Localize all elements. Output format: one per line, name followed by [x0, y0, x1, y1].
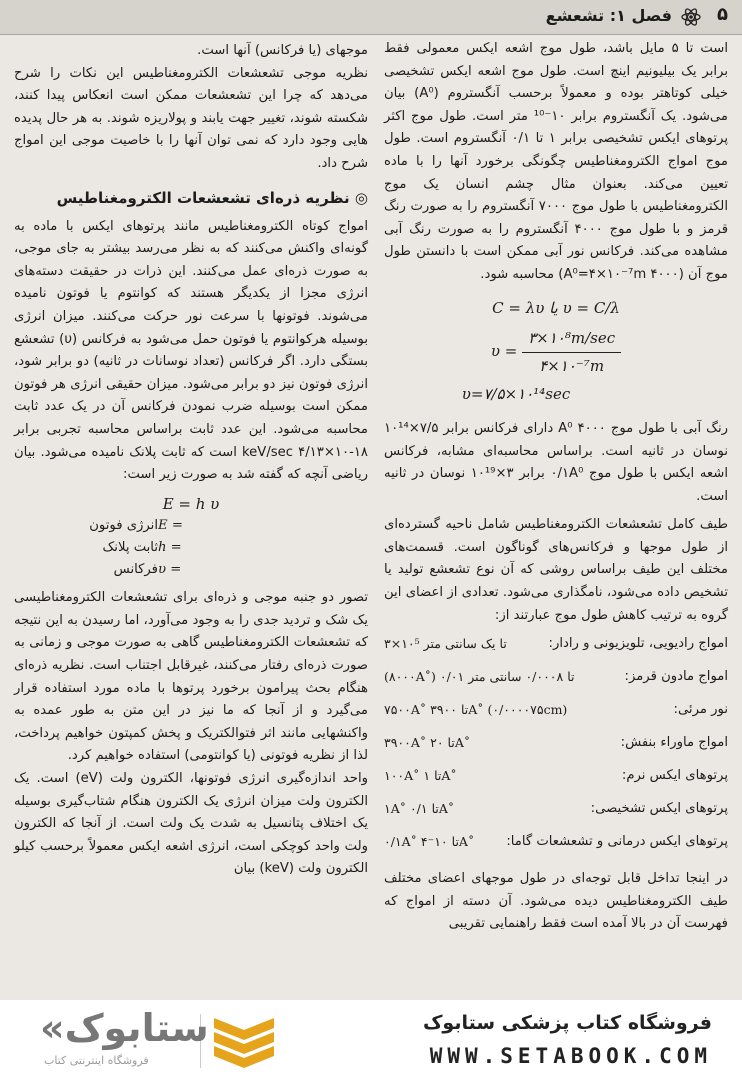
wave-theory-paragraph: نظریه موجی تشعشعات الکترومغناطیس این نکات را شرح می‌دهد که چرا این تشعشعات ممکن است انعکاس پیدا کنند، شکسته شوند، تغییر جهت یابند و پولاریزه شوند. به هر حال پدیده هایی وجود دارد که نمی توان آنها را با خاصیت موجی این امواج شرح داد. — [14, 65, 368, 171]
store-banner — [0, 1000, 742, 1080]
definition-row: E =انرژی فوتون — [89, 518, 183, 534]
equation-frequency-result: υ=۷/۵×۱۰¹⁴sec — [461, 385, 571, 404]
list-item: نور مرئی: ۷۵۰۰A˚ تا ۳۹۰۰A˚ (۰/۰۰۰۰۷۵cm) — [384, 702, 728, 718]
target-icon: ◎ — [354, 188, 368, 207]
chapter-title: فصل ۱: تشعشع — [545, 6, 672, 25]
fraction-numerator: ۳×۱۰⁸m/sec — [522, 327, 621, 353]
wave-end-paragraph: موجهای (یا فرکانس) آنها است. — [197, 43, 368, 58]
equation-planck: E = h υ — [162, 494, 220, 513]
spectrum-paragraph: طیف کامل تشعشعات الکترومغناطیس شامل ناحیه گسترده‌ای از طول موجها و فرکانس‌های گوناگون است. قسمت‌های مختلف این طیف براساس روشی که آن نوع تشعشع تولید یا تشخیص داده می‌شود، نامگذاری می‌شود. تعدادی از اعضای این گروه به ترتیب کاهش طول موج عبارتند از: — [384, 517, 728, 623]
equation-wavelength-frequency: C = λυ یا υ = C/λ — [492, 298, 620, 317]
page-header — [0, 0, 742, 35]
left-column — [14, 40, 368, 881]
duality-paragraph: تصور دو جنبه موجی و ذره‌ای برای تشعشعات الکترومغناطیسی یک شک و تردید جدی را به وجود می‌آورد، اما رسیدن به این نتیجه که تشعشعات الکترومغناطیس گاهی به صورت موجی و زمانی به صورت ذره‌ای رفتار می‌کنند، غیرقابل اجتناب است. نظریه ذره‌ای هنگام بحث پیرامون برخورد پرتوها با ماده مورد استفاده قرار می‌گیرد و از آنجا که ما نیز در این متن به طور عمده به واکنشهایی مانند اثر فتوالکتریک و پخش کمپتون خواهیم پرداخت، لذا از نظریه فوتونی (یا کوانتومی) استفاده خواهیم کرد. — [14, 590, 368, 764]
store-name: فروشگاه کتاب پزشکی ستابوک — [422, 1012, 712, 1034]
equation-frequency-calculation — [384, 327, 728, 377]
spectrum-range-list — [384, 627, 728, 858]
list-item: امواج رادیویی، تلویزیونی و رادار: ۳×۱۰⁵ تا یک سانتی متر — [384, 636, 728, 652]
store-url[interactable]: WWW.SETABOOK.COM — [429, 1044, 712, 1068]
intro-paragraph: است تا ۵ مایل باشد، طول موج اشعه ایکس معمولی فقط برابر یک بیلیونیم اینچ است. طول موج اشعه ایکس تشخیصی خیلی کوتاهتر بوده و معمولاً برحسب آنگستروم (A⁰) بیان می‌شود. یک آنگستروم برابر ۱۰⁻¹⁰ متر است. طول موج اکثر پرتوهای ایکس تشخیصی برابر ۱ تا ۰/۱ آنگستروم است. طول موج امواج الکترومغناطیس چگونگی برخورد آنها را با ماده تعیین می‌کند. بعنوان مثال چشم انسان یک موج الکترومغناطیس با طول موج ۷۰۰۰ آنگستروم را به صورت رنگ قرمز و با طول موج ۴۰۰۰ آنگستروم را به صورت رنگ آبی مشاهده می‌کند. فرکانس نور آبی ممکن است با دانستن طول موج آن (A⁰=۴×۱۰⁻⁷m ۴۰۰۰) محاسبه شود. — [384, 41, 729, 282]
list-item: امواج ماوراء بنفش: ۳۹۰۰A˚ تا ۲۰A˚ — [384, 735, 728, 751]
right-column — [384, 38, 728, 936]
definition-row: υ =فرکانس — [113, 562, 182, 578]
electron-volt-paragraph: واحد اندازه‌گیری انرژی فوتونها، الکترون ولت (eV) است. یک الکترون ولت میزان انرژی یک الکترون هنگام شتاب‌گیری بوسیله یک اختلاف پتانسیل به شدت یک ولت است. از آنجا که الکترون ولت واحد کوچکی است، انرژی اشعه ایکس معمولاً برحسب کیلو الکترون ولت (keV) بیان — [14, 771, 368, 877]
atom-icon — [680, 6, 702, 32]
page-number: ۵ — [717, 4, 728, 25]
section-heading — [14, 184, 368, 212]
equation-lhs: υ = — [490, 342, 518, 361]
list-item: امواج مادون قرمز: (۸۰۰۰A˚) ۰/۰۱ تا ۰/۰۰۰۸ سانتی متر — [384, 669, 728, 685]
section-title: نظریه ذره‌ای تشعشعات الکترومغناطیس — [56, 188, 350, 207]
list-item: پرتوهای ایکس تشخیصی: ۱A˚ تا ۰/۱A˚ — [384, 801, 728, 817]
blue-light-paragraph: رنگ آبی با طول موج A⁰ ۴۰۰۰ دارای فرکانس برابر ۷/۵×۱۰¹⁴ نوسان در ثانیه است. براساس محاسبه‌ای مشابه، فرکانس اشعه ایکس با طول موج ۰/۱A⁰ برابر ۳×۱۰¹⁹ نوسان در ثانیه است. — [384, 420, 728, 504]
store-tagline: فروشگاه اینترنتی کتاب — [44, 1054, 149, 1067]
list-item: پرتوهای ایکس درمانی و تشعشعات گاما: ۰/۱A˚ تا ۱۰⁻۴A˚ — [384, 834, 728, 850]
store-logo: «ستابوک — [40, 1006, 209, 1050]
fraction — [522, 327, 621, 377]
overlap-paragraph: در اینجا تداخل قابل توجه‌ای در طول موجهای اعضای مختلف طیف الکترومغناطیس دیده می‌شود. آن دسته از امواج که فهرست آن در بالا آمده است فقط راهنمایی تقریبی — [384, 871, 728, 932]
book-stack-icon — [214, 1010, 274, 1072]
list-item: پرتوهای ایکس نرم: ۱۰۰A˚ تا ۱A˚ — [384, 768, 728, 784]
definition-row: h =ثابت پلانک — [102, 540, 182, 556]
particle-theory-paragraph: امواج کوتاه الکترومغناطیس مانند پرتوهای ایکس با ماده به گونه‌ای واکنش می‌کنند که به نظر می‌رسد بیشتر به جای موجی، به صورت ذره‌ای عمل می‌کنند. این ذرات در حقیقت دسته‌های انرژی مجزا از یکدیگر هستند که کوانتوم یا فوتون نامیده می‌شوند. فوتونها با سرعت نور حرکت می‌کنند. میزان انرژی بوسیله هرکوانتوم یا فوتون حمل می‌شود به فرکانس (υ) تشعشع بستگی دارد. اگر فرکانس (تعداد نوسانات در ثانیه) دو برابر شود، انرژی فوتون نیز دو برابر می‌شود. میزان حقیقی انرژی هر فوتون ممکن است بوسیله ضرب نمودن فرکانس آن در یک عدد ثابت محاسبه می‌شود. این عدد ثابت براساس محاسبه تجربی برابر ۱۸-۱۰×۴/۱۳ keV/sec است که ثابت پلانک نامیده می‌شود. بیان ریاضی آنچه که گفته شد به صورت زیر است: — [14, 218, 369, 483]
fraction-denominator: ۴×۱۰⁻⁷m — [539, 356, 605, 375]
